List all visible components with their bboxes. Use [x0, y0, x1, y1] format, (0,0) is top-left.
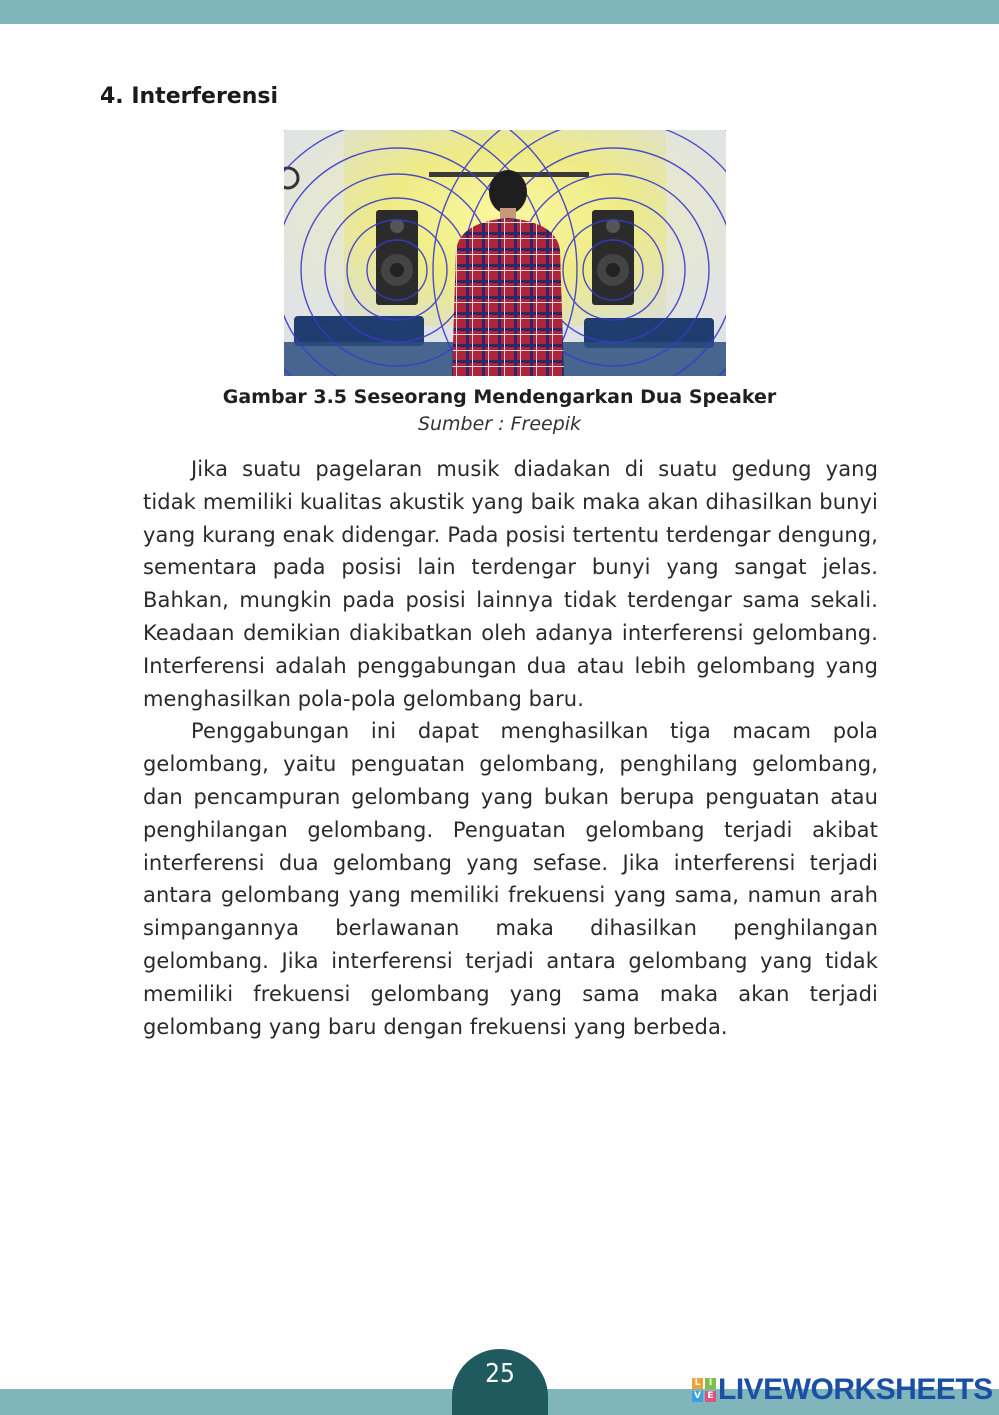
section-heading: 4. Interferensi [100, 84, 279, 109]
body-text [143, 453, 878, 1043]
left-speaker-graphic [376, 210, 418, 305]
brand-letter-grid [692, 1378, 716, 1402]
paragraph: Penggabungan ini dapat menghasilkan tiga macam pola gelombang, yaitu penguatan gelombang, penghilang gelombang, dan pencampuran gelombang yang bukan berupa penguatan atau penghilangan gelombang. Penguatan gelombang terjadi akibat interferensi dua gelombang yang sefase. Jika interferensi terjadi antara gelombang yang memiliki frekuensi yang sama, namun arah simpangannya berlawanan maka dihasilkan penghilangan gelombang. Jika interferensi terjadi antara gelombang yang tidak memiliki frekuensi gelombang yang sama maka akan terjadi gelombang yang baru dengan frekuensi yang berbeda. [143, 719, 878, 1039]
top-decorative-band [0, 0, 999, 24]
brand-letter: V [692, 1391, 703, 1402]
figure-image [284, 130, 726, 376]
paragraph: Jika suatu pagelaran musik diadakan di suatu gedung yang tidak memiliki kualitas akustik yang baik maka akan dihasilkan bunyi yang kurang enak didengar. Pada posisi tertentu terdengar dengung, sementara pada posisi lain terdengar bunyi yang sangat jelas. Bahkan, mungkin pada posisi lainnya tidak terdengar sama sekali. Keadaan demikian diakibatkan oleh adanya interferensi gelombang. Interferensi adalah penggabungan dua atau lebih gelombang yang menghasilkan pola-pola gelombang baru. [143, 457, 878, 711]
figure-caption-source: Sumber : Freepik [417, 413, 582, 435]
figure-caption-title: Gambar 3.5 Seseorang Mendengarkan Dua Speaker [222, 386, 777, 408]
brand-letter: I [705, 1378, 716, 1389]
brand-letter: L [692, 1378, 703, 1389]
right-speaker-graphic [592, 210, 634, 305]
brand-text: LIVEWORKSHEETS [718, 1373, 993, 1406]
page-number: 25 [485, 1359, 515, 1389]
liveworksheets-logo [692, 1373, 993, 1407]
brand-letter: E [705, 1391, 716, 1402]
